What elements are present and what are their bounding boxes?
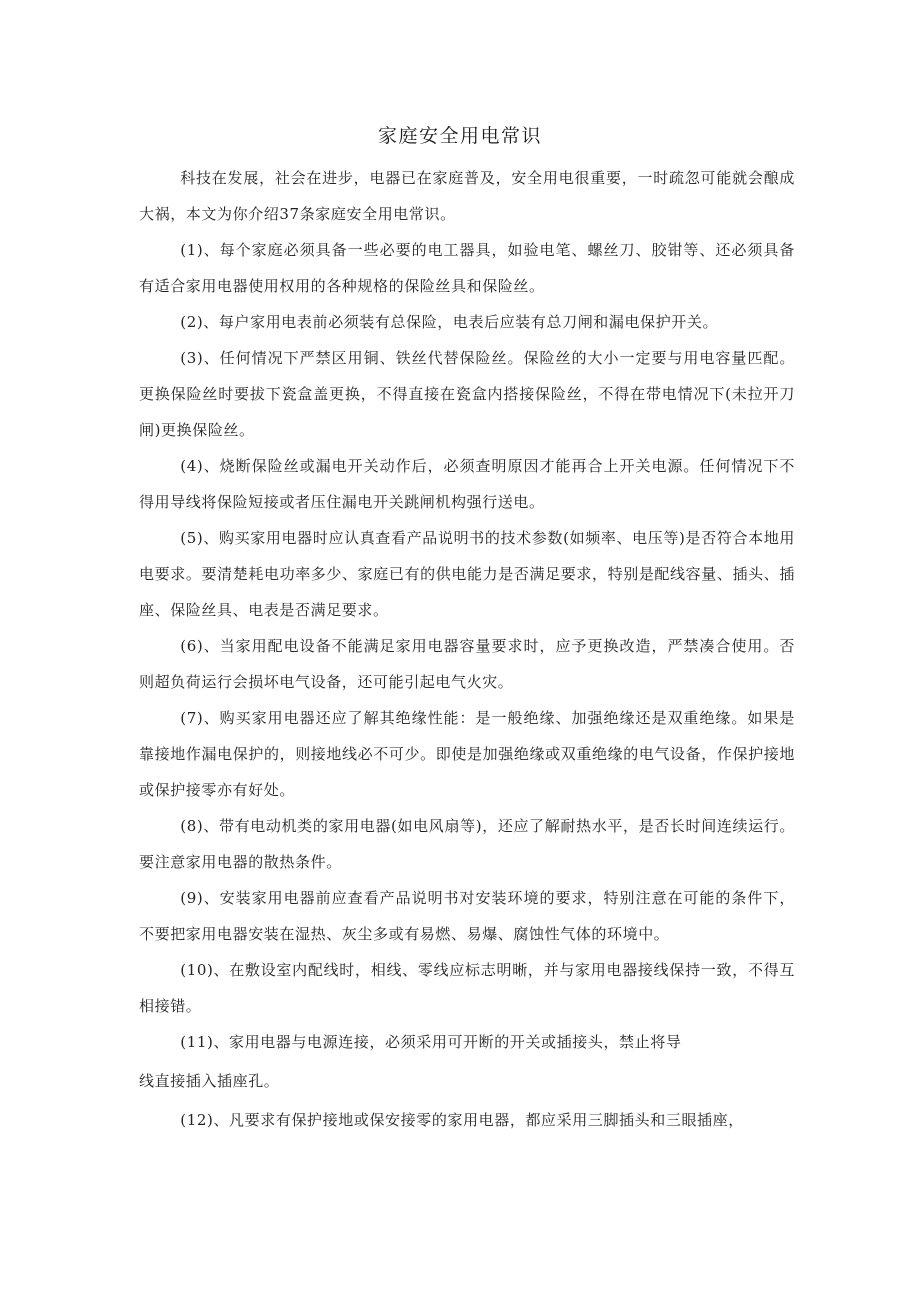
item-2: (2)、每户家用电表前必须装有总保险，电表后应装有总刀闸和漏电保护开关。 [180, 313, 719, 331]
item-11-line-1: (11)、家用电器与电源连接，必须采用可开断的开关或插接头，禁止将导 [180, 1033, 682, 1051]
item-4: (4)、烧断保险丝或漏电开关动作后，必须查明原因才能再合上开关电源。任何情况下不得用导线将保险短接或者压住漏电开关跳闸机构强行送电。 [139, 457, 795, 511]
item-7: (7)、购买家用电器还应了解其绝缘性能：是一般绝缘、加强绝缘还是双重绝缘。如果是靠接地作漏电保护的，则接地线必不可少。即使是加强绝缘或双重绝缘的电气设备，作保护接地或保护接零亦有好处。 [139, 709, 795, 799]
intro-paragraph: 科技在发展，社会在进步，电器已在家庭普及，安全用电很重要，一时疏忽可能就会酿成大祸，本文为你介绍37条家庭安全用电常识。 [139, 169, 795, 223]
item-11-line-2: 线直接插入插座孔。 [139, 1072, 280, 1090]
document-body [139, 160, 795, 1138]
item-12: (12)、凡要求有保护接地或保安接零的家用电器，都应采用三脚插头和三眼插座， [180, 1111, 744, 1129]
item-3: (3)、任何情况下严禁区用铜、铁丝代替保险丝。保险丝的大小一定要与用电容量匹配。更换保险丝时要拔下瓷盒盖更换，不得直接在瓷盒内搭接保险丝，不得在带电情况下(未拉开刀闸)更换保险丝。 [139, 349, 795, 439]
item-8: (8)、带有电动机类的家用电器(如电风扇等)，还应了解耐热水平，是否长时间连续运行。要注意家用电器的散热条件。 [139, 817, 795, 871]
item-1: (1)、每个家庭必须具备一些必要的电工器具，如验电笔、螺丝刀、胶钳等、还必须具备有适合家用电器使用权用的各种规格的保险丝具和保险丝。 [139, 241, 795, 295]
document-title: 家庭安全用电常识 [377, 125, 542, 147]
item-6: (6)、当家用配电设备不能满足家用电器容量要求时，应予更换改造，严禁凑合使用。否则超负荷运行会损坏电气设备，还可能引起电气火灾。 [139, 637, 795, 691]
item-10: (10)、在敷设室内配线时，相线、零线应标志明晰，并与家用电器接线保持一致，不得互相接错。 [139, 961, 795, 1015]
item-9: (9)、安装家用电器前应查看产品说明书对安装环境的要求，特别注意在可能的条件下，不要把家用电器安装在湿热、灰尘多或有易燃、易爆、腐蚀性气体的环境中。 [139, 889, 795, 943]
item-5: (5)、购买家用电器时应认真查看产品说明书的技术参数(如频率、电压等)是否符合本地用电要求。要清楚耗电功率多少、家庭已有的供电能力是否满足要求，特别是配线容量、插头、插座、保险丝具、电表是否满足要求。 [139, 529, 795, 619]
